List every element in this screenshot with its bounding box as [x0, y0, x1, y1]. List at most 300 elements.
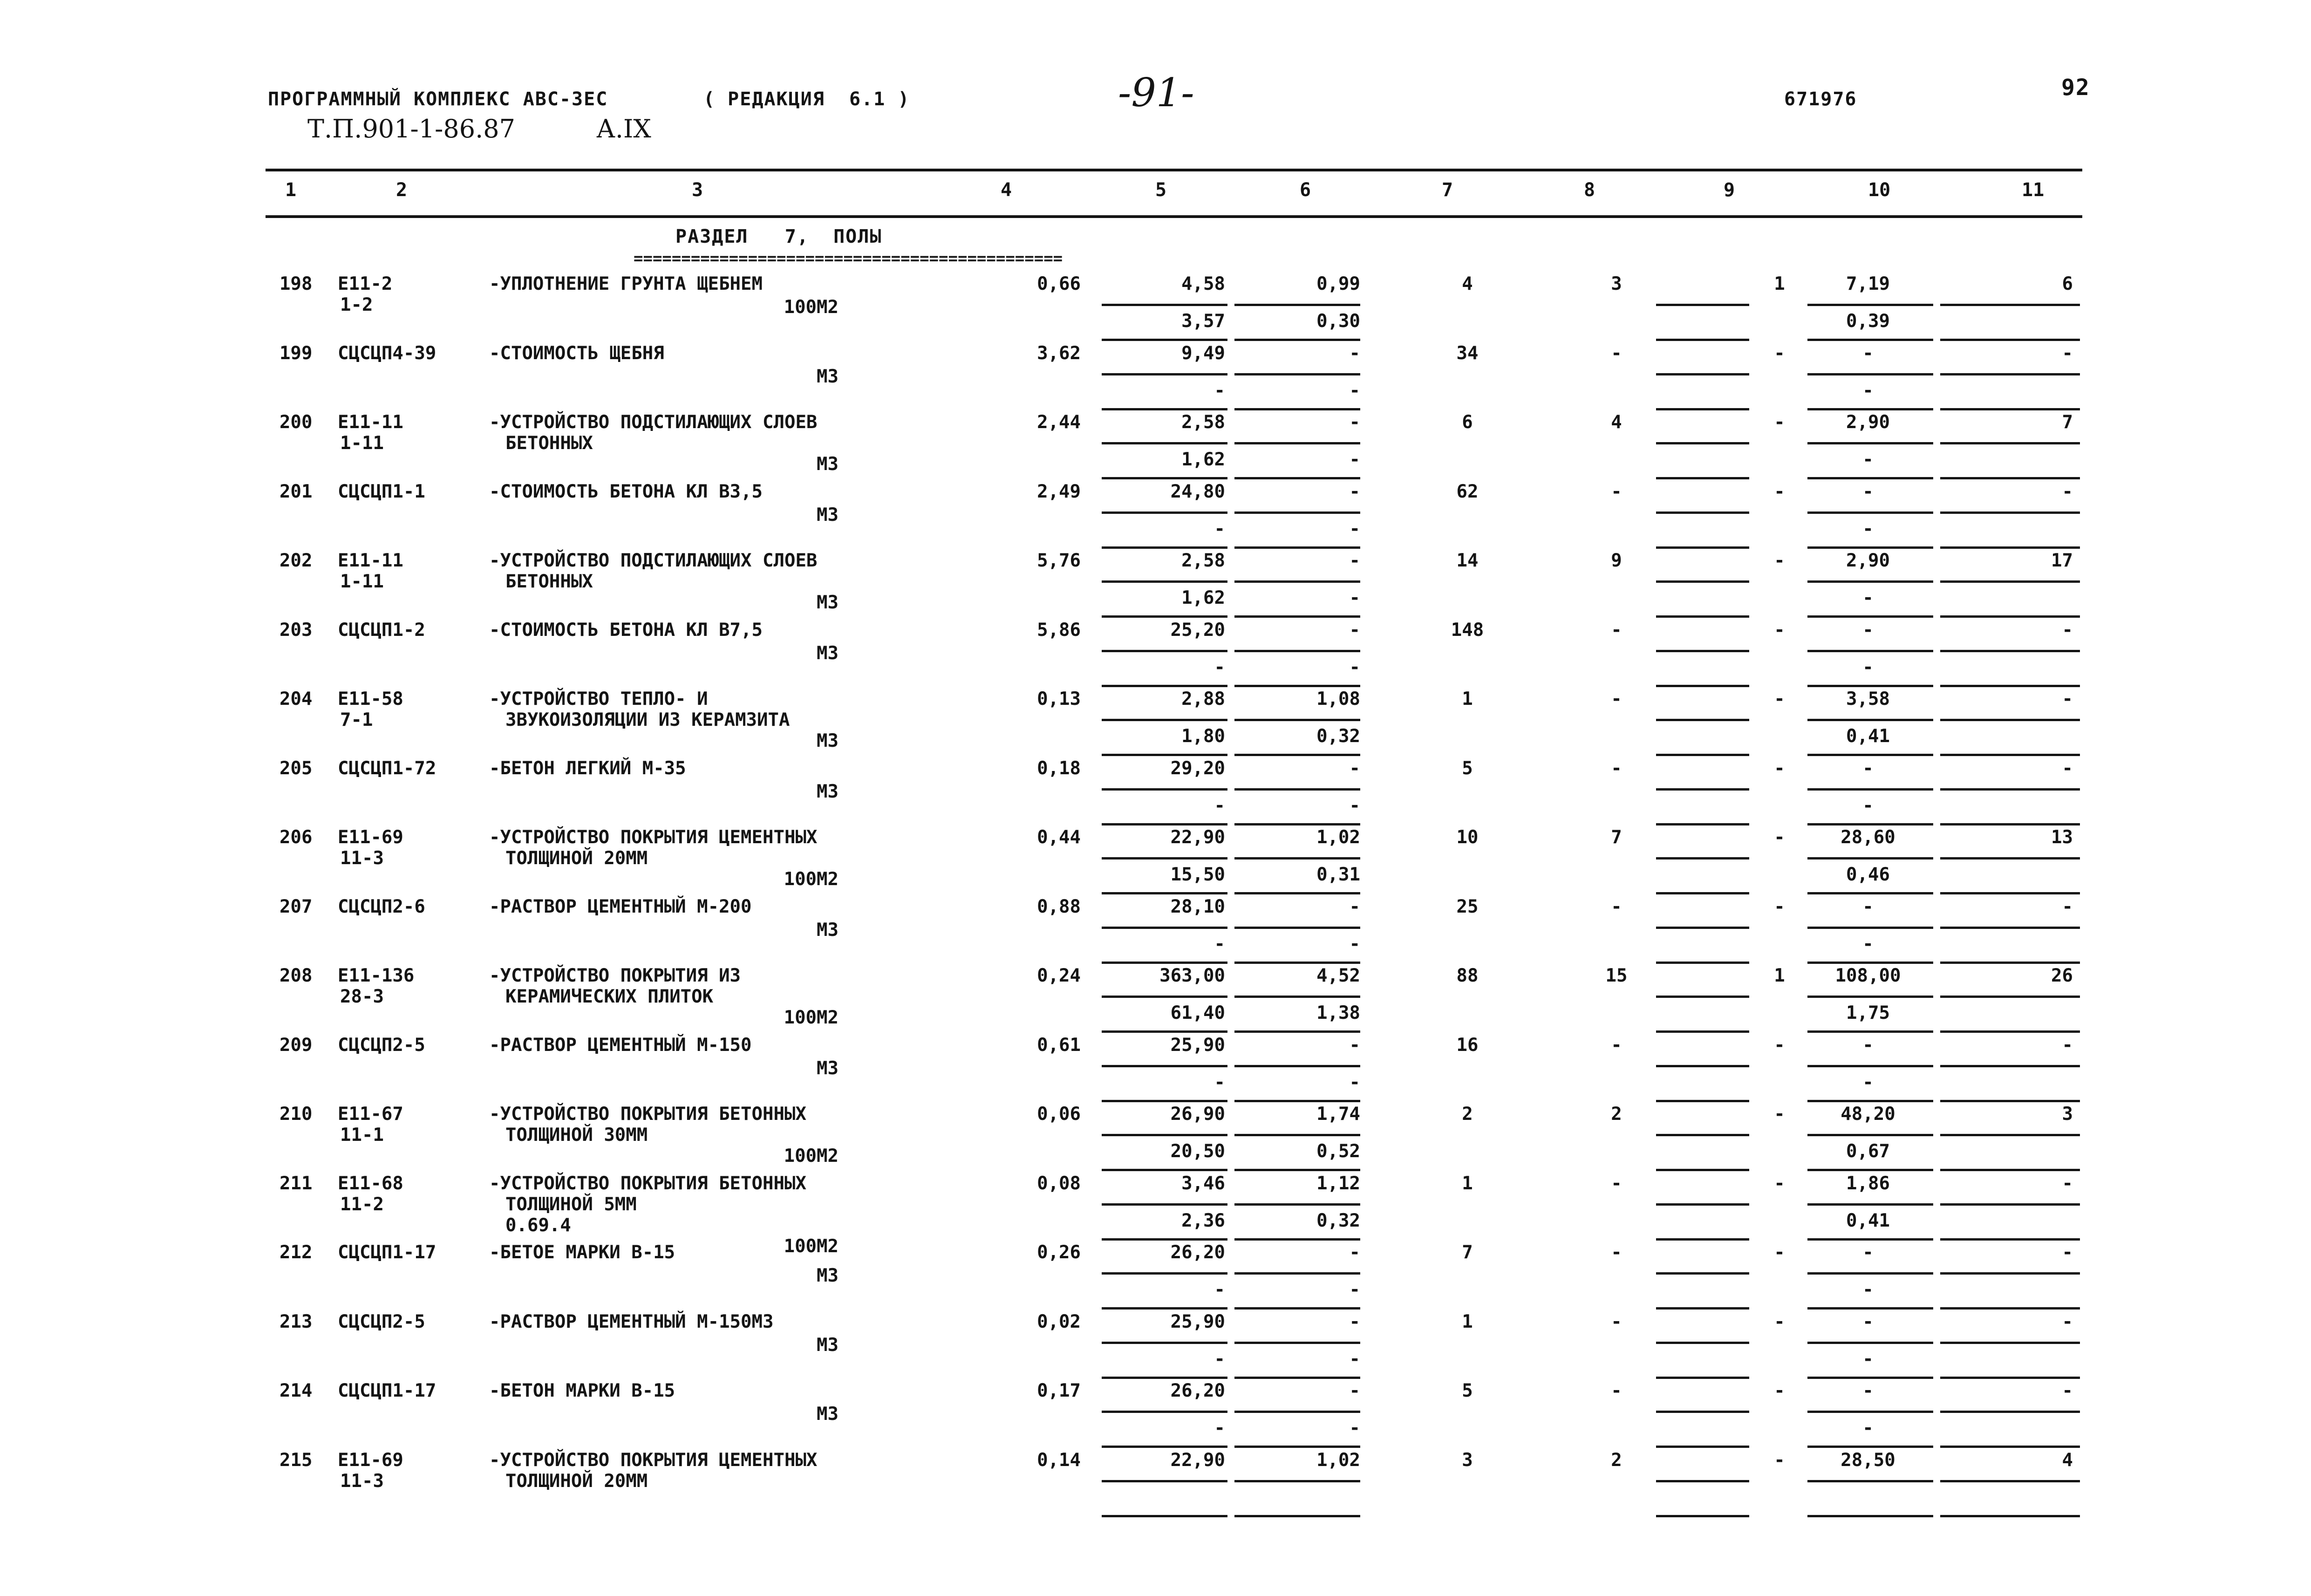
labor-value: 28,60	[1841, 827, 1895, 848]
unit-cost-value: 24,80	[1170, 481, 1225, 502]
norm-code: Е11-69	[338, 827, 403, 848]
machine-wage-value: 0,32	[1316, 726, 1360, 747]
cell-underline	[1656, 1515, 1749, 1517]
labor-total-value: -	[2062, 343, 2073, 364]
total-wage-value: -	[1611, 1173, 1622, 1194]
labor-secondary-value: 0,41	[1846, 1210, 1890, 1231]
cell-underline	[1940, 650, 2080, 652]
work-description: -РАСТВОР ЦЕМЕНТНЫЙ М-150	[489, 1035, 752, 1056]
labor-total-value: -	[2062, 758, 2073, 779]
labor-total-value: -	[2062, 1311, 2073, 1332]
unit-label: 100М2	[784, 297, 839, 318]
cell-underline	[1102, 1342, 1227, 1344]
cell-underline	[1234, 1411, 1360, 1413]
cell-underline	[1940, 373, 2080, 375]
labor-secondary-value: -	[1862, 449, 1874, 470]
cell-underline	[1102, 857, 1227, 859]
cell-underline	[1940, 823, 2080, 825]
quantity-value: 0,26	[1037, 1242, 1081, 1263]
cell-underline	[1656, 1203, 1749, 1206]
cell-underline	[1102, 546, 1227, 549]
cell-underline	[1656, 1342, 1749, 1344]
labor-secondary-value: -	[1862, 657, 1874, 678]
work-description-line2: КЕРАМИЧЕСКИХ ПЛИТОК	[505, 986, 714, 1007]
machine-cost-value: 1,02	[1316, 1450, 1360, 1471]
row-number: 203	[280, 620, 313, 641]
unit-label: М3	[817, 592, 839, 613]
quantity-value: 2,49	[1037, 481, 1081, 502]
work-description-line2: ТОЛЩИНОЙ 20ММ	[505, 1471, 648, 1492]
labor-secondary-value: 0,39	[1846, 311, 1890, 332]
labor-value: 1,86	[1846, 1173, 1890, 1194]
total-wage-value: -	[1611, 896, 1622, 917]
cell-underline	[1102, 512, 1227, 514]
cell-underline	[1807, 1272, 1933, 1275]
unit-wage-value: 1,80	[1181, 726, 1225, 747]
work-description: -БЕТОН ЛЕГКИЙ М-35	[489, 758, 686, 779]
machine-cost-value: -	[1349, 758, 1360, 779]
column-header-5: 5	[1155, 179, 1167, 201]
quantity-value: 0,13	[1037, 689, 1081, 709]
total-machine-value: -	[1774, 1380, 1785, 1401]
machine-cost-value: -	[1349, 412, 1360, 433]
cell-underline	[1807, 927, 1933, 929]
column-header-4: 4	[1001, 179, 1012, 201]
work-description: -УСТРОЙСТВО ПОКРЫТИЯ БЕТОННЫХ	[489, 1104, 806, 1125]
cell-underline	[1656, 927, 1749, 929]
machine-cost-value: 0,99	[1316, 273, 1360, 294]
cell-underline	[1940, 1272, 2080, 1275]
work-description: -БЕТОН МАРКИ В-15	[489, 1380, 675, 1401]
cell-underline	[1656, 857, 1749, 859]
total-wage-value: -	[1611, 1380, 1622, 1401]
total-cost-value: 10	[1456, 827, 1479, 848]
cell-underline	[1102, 1411, 1227, 1413]
unit-label: 100М2	[784, 1146, 839, 1166]
cell-underline	[1234, 512, 1360, 514]
cell-underline	[1234, 477, 1360, 479]
labor-value: -	[1862, 896, 1874, 917]
cell-underline	[1807, 546, 1933, 549]
unit-label: М3	[817, 454, 839, 475]
machine-cost-value: 1,08	[1316, 689, 1360, 709]
cell-underline	[1102, 996, 1227, 998]
cell-underline	[1940, 546, 2080, 549]
machine-wage-value: -	[1349, 518, 1360, 539]
total-wage-value: 9	[1611, 550, 1622, 571]
total-cost-value: 1	[1462, 1311, 1473, 1332]
norm-code: Е11-2	[338, 273, 393, 294]
total-machine-value: -	[1774, 1173, 1785, 1194]
total-wage-value: 2	[1611, 1450, 1622, 1471]
work-description-line2: БЕТОННЫХ	[505, 571, 593, 592]
cell-underline	[1102, 442, 1227, 444]
work-description: -УСТРОЙСТВО ПОДСТИЛАЮЩИХ СЛОЕВ	[489, 412, 818, 433]
labor-value: 2,90	[1846, 412, 1890, 433]
norm-subcode: 28-3	[340, 986, 384, 1007]
cell-underline	[1102, 1238, 1227, 1241]
unit-cost-value: 363,00	[1159, 965, 1225, 986]
norm-code: СЦСЦП1-17	[338, 1242, 436, 1263]
cell-underline	[1656, 1134, 1749, 1136]
cell-underline	[1234, 1342, 1360, 1344]
machine-wage-value: 0,52	[1316, 1141, 1360, 1162]
cell-underline	[1807, 857, 1933, 859]
cell-underline	[1102, 580, 1227, 583]
row-number: 211	[280, 1173, 313, 1194]
work-description: -СТОИМОСТЬ БЕТОНА КЛ В7,5	[489, 620, 763, 641]
cell-underline	[1807, 823, 1933, 825]
work-description-line2: БЕТОННЫХ	[505, 433, 593, 454]
labor-value: 2,90	[1846, 550, 1890, 571]
cell-underline	[1234, 1169, 1360, 1171]
labor-total-value: -	[2062, 1242, 2073, 1263]
unit-wage-value: -	[1214, 1418, 1225, 1439]
labor-total-value: -	[2062, 620, 2073, 641]
cell-underline	[1234, 962, 1360, 964]
quantity-value: 0,88	[1037, 896, 1081, 917]
edition-label: ( РЕДАКЦИЯ 6.1 )	[703, 89, 910, 110]
machine-wage-value: -	[1349, 380, 1360, 401]
unit-label: М3	[817, 1404, 839, 1425]
quantity-value: 2,44	[1037, 412, 1081, 433]
cell-underline	[1102, 1100, 1227, 1102]
norm-code: СЦСЦП1-17	[338, 1380, 436, 1401]
labor-total-value: 26	[2051, 965, 2073, 986]
cell-underline	[1234, 1030, 1360, 1033]
cell-underline	[1807, 408, 1933, 410]
cell-underline	[1656, 1411, 1749, 1413]
machine-cost-value: -	[1349, 343, 1360, 364]
cell-underline	[1807, 1100, 1933, 1102]
cell-underline	[1807, 373, 1933, 375]
quantity-value: 0,44	[1037, 827, 1081, 848]
cell-underline	[1940, 512, 2080, 514]
cell-underline	[1656, 615, 1749, 618]
labor-value: -	[1862, 1242, 1874, 1263]
cell-underline	[1102, 615, 1227, 618]
machine-cost-value: -	[1349, 1380, 1360, 1401]
cell-underline	[1807, 996, 1933, 998]
machine-cost-value: -	[1349, 550, 1360, 571]
cell-underline	[1940, 580, 2080, 583]
column-header-11: 11	[2022, 179, 2045, 201]
cell-underline	[1102, 823, 1227, 825]
unit-label: М3	[817, 366, 839, 387]
cell-underline	[1102, 477, 1227, 479]
machine-wage-value: -	[1349, 934, 1360, 955]
norm-subcode: 1-2	[340, 294, 373, 315]
cell-underline	[1940, 1377, 2080, 1379]
machine-wage-value: 1,38	[1316, 1003, 1360, 1023]
cell-underline	[1234, 996, 1360, 998]
cell-underline	[1234, 304, 1360, 306]
cell-underline	[1102, 754, 1227, 756]
doc-number: 671976	[1784, 89, 1857, 110]
total-machine-value: -	[1774, 1311, 1785, 1332]
cell-underline	[1940, 719, 2080, 721]
cell-underline	[1807, 962, 1933, 964]
labor-value: -	[1862, 758, 1874, 779]
norm-code: Е11-11	[338, 412, 403, 433]
cell-underline	[1234, 857, 1360, 859]
cell-underline	[1807, 685, 1933, 687]
cell-underline	[1807, 512, 1933, 514]
cell-underline	[1234, 615, 1360, 618]
cell-underline	[1656, 1307, 1749, 1310]
cell-underline	[1102, 1134, 1227, 1136]
quantity-value: 5,86	[1037, 620, 1081, 641]
labor-secondary-value: -	[1862, 934, 1874, 955]
machine-cost-value: 1,02	[1316, 827, 1360, 848]
labor-total-value: -	[2062, 1173, 2073, 1194]
row-number: 208	[280, 965, 313, 986]
quantity-value: 0,61	[1037, 1035, 1081, 1056]
project-code: Т.П.901-1-86.87	[307, 114, 515, 143]
cell-underline	[1102, 892, 1227, 894]
cell-underline	[1807, 1134, 1933, 1136]
cell-underline	[1940, 857, 2080, 859]
quantity-value: 0,24	[1037, 965, 1081, 986]
machine-wage-value: -	[1349, 1279, 1360, 1300]
total-cost-value: 2	[1462, 1104, 1473, 1125]
machine-wage-value: -	[1349, 1349, 1360, 1370]
labor-secondary-value: 0,67	[1846, 1141, 1890, 1162]
cell-underline	[1234, 1100, 1360, 1102]
cell-underline	[1940, 754, 2080, 756]
labor-secondary-value: 0,41	[1846, 726, 1890, 747]
cell-underline	[1807, 1307, 1933, 1310]
unit-label: М3	[817, 1058, 839, 1079]
section-underline: =============================================	[634, 249, 1063, 268]
cell-underline	[1656, 546, 1749, 549]
cell-underline	[1656, 1446, 1749, 1448]
cell-underline	[1656, 892, 1749, 894]
total-wage-value: -	[1611, 758, 1622, 779]
total-wage-value: 7	[1611, 827, 1622, 848]
total-cost-value: 62	[1456, 481, 1479, 502]
unit-cost-value: 26,20	[1170, 1242, 1225, 1263]
work-description: -УСТРОЙСТВО ПОКРЫТИЯ БЕТОННЫХ	[489, 1173, 806, 1194]
norm-subcode: 11-2	[340, 1194, 384, 1215]
cell-underline	[1807, 1238, 1933, 1241]
total-machine-value: 1	[1774, 273, 1785, 294]
total-machine-value: 1	[1774, 965, 1785, 986]
total-cost-value: 1	[1462, 689, 1473, 709]
cell-underline	[1807, 477, 1933, 479]
total-wage-value: 3	[1611, 273, 1622, 294]
row-number: 206	[280, 827, 313, 848]
cell-underline	[1940, 477, 2080, 479]
labor-total-value: -	[2062, 1380, 2073, 1401]
machine-wage-value: -	[1349, 657, 1360, 678]
quantity-value: 0,02	[1037, 1311, 1081, 1332]
cell-underline	[1102, 1377, 1227, 1379]
norm-code: Е11-11	[338, 550, 403, 571]
norm-code: Е11-136	[338, 965, 415, 986]
total-machine-value: -	[1774, 827, 1785, 848]
cell-underline	[1940, 1307, 2080, 1310]
work-description: -УСТРОЙСТВО ПОКРЫТИЯ ЦЕМЕНТНЫХ	[489, 827, 818, 848]
total-cost-value: 25	[1456, 896, 1479, 917]
machine-wage-value: 0,31	[1316, 864, 1360, 885]
cell-underline	[1807, 1342, 1933, 1344]
machine-wage-value: 0,32	[1316, 1210, 1360, 1231]
cell-underline	[1234, 1272, 1360, 1275]
cell-underline	[1656, 788, 1749, 791]
work-description: -СТОИМОСТЬ БЕТОНА КЛ В3,5	[489, 481, 763, 502]
cell-underline	[1102, 1065, 1227, 1067]
cell-underline	[1656, 339, 1749, 341]
work-description: -УСТРОЙСТВО ПОДСТИЛАЮЩИХ СЛОЕВ	[489, 550, 818, 571]
labor-total-value: 7	[2062, 412, 2073, 433]
cell-underline	[1234, 754, 1360, 756]
cell-underline	[1234, 546, 1360, 549]
labor-total-value: 13	[2051, 827, 2073, 848]
norm-code: Е11-69	[338, 1450, 403, 1471]
unit-cost-value: 2,88	[1181, 689, 1225, 709]
norm-code: СЦСЦП1-72	[338, 758, 436, 779]
norm-subcode: 7-1	[340, 709, 373, 730]
cell-underline	[1940, 1411, 2080, 1413]
cell-underline	[1940, 1065, 2080, 1067]
unit-label: М3	[817, 1335, 839, 1356]
unit-cost-value: 2,58	[1181, 412, 1225, 433]
total-cost-value: 7	[1462, 1242, 1473, 1263]
norm-code: СЦСЦП1-1	[338, 481, 425, 502]
unit-wage-value: 1,62	[1181, 449, 1225, 470]
quantity-value: 0,18	[1037, 758, 1081, 779]
column-header-8: 8	[1584, 179, 1595, 201]
labor-value: -	[1862, 481, 1874, 502]
cell-underline	[1656, 754, 1749, 756]
labor-value: -	[1862, 1035, 1874, 1056]
cell-underline	[1234, 373, 1360, 375]
work-description: -УСТРОЙСТВО ПОКРЫТИЯ ЦЕМЕНТНЫХ	[489, 1450, 818, 1471]
labor-secondary-value: -	[1862, 1349, 1874, 1370]
row-number: 204	[280, 689, 313, 709]
cell-underline	[1940, 1030, 2080, 1033]
labor-value: 28,50	[1841, 1450, 1895, 1471]
unit-wage-value: -	[1214, 795, 1225, 816]
column-header-6: 6	[1300, 179, 1311, 201]
cell-underline	[1234, 580, 1360, 583]
cell-underline	[1656, 1065, 1749, 1067]
unit-cost-value: 22,90	[1170, 827, 1225, 848]
total-wage-value: 2	[1611, 1104, 1622, 1125]
labor-total-value: -	[2062, 481, 2073, 502]
cell-underline	[1102, 788, 1227, 791]
cell-underline	[1234, 408, 1360, 410]
cell-underline	[1807, 442, 1933, 444]
cell-underline	[1656, 996, 1749, 998]
cell-underline	[1234, 927, 1360, 929]
unit-cost-value: 25,90	[1170, 1311, 1225, 1332]
cell-underline	[1940, 1446, 2080, 1448]
cell-underline	[1940, 1515, 2080, 1517]
cell-underline	[1940, 685, 2080, 687]
machine-wage-value: -	[1349, 1072, 1360, 1093]
cell-underline	[1656, 1238, 1749, 1241]
unit-wage-value: 1,62	[1181, 587, 1225, 608]
cell-underline	[1940, 1100, 2080, 1102]
norm-subcode: 1-11	[340, 571, 384, 592]
cell-underline	[1807, 788, 1933, 791]
unit-wage-value: -	[1214, 657, 1225, 678]
cell-underline	[1940, 927, 2080, 929]
unit-wage-value: 15,50	[1170, 864, 1225, 885]
cell-underline	[1940, 996, 2080, 998]
norm-code: СЦСЦП2-6	[338, 896, 425, 917]
cell-underline	[1807, 650, 1933, 652]
quantity-value: 3,62	[1037, 343, 1081, 364]
total-machine-value: -	[1774, 758, 1785, 779]
cell-underline	[1234, 1134, 1360, 1136]
cell-underline	[1102, 339, 1227, 341]
labor-value: 108,00	[1835, 965, 1901, 986]
unit-wage-value: 2,36	[1181, 1210, 1225, 1231]
work-description: -УСТРОЙСТВО ПОКРЫТИЯ ИЗ	[489, 965, 741, 986]
row-number: 212	[280, 1242, 313, 1263]
cell-underline	[1940, 1134, 2080, 1136]
cell-underline	[1807, 1065, 1933, 1067]
total-cost-value: 5	[1462, 1380, 1473, 1401]
row-number: 205	[280, 758, 313, 779]
labor-secondary-value: -	[1862, 795, 1874, 816]
cell-underline	[1656, 962, 1749, 964]
cell-underline	[1234, 1238, 1360, 1241]
cell-underline	[1807, 580, 1933, 583]
labor-secondary-value: -	[1862, 380, 1874, 401]
machine-wage-value: -	[1349, 795, 1360, 816]
cell-underline	[1807, 1030, 1933, 1033]
cell-underline	[1102, 304, 1227, 306]
cell-underline	[1234, 788, 1360, 791]
unit-wage-value: -	[1214, 380, 1225, 401]
cell-underline	[1102, 685, 1227, 687]
album-code: А.IX	[596, 114, 651, 143]
work-description: -СТОИМОСТЬ ЩЕБНЯ	[489, 343, 664, 364]
unit-cost-value: 26,90	[1170, 1104, 1225, 1125]
machine-wage-value: 0,30	[1316, 311, 1360, 332]
cell-underline	[1940, 304, 2080, 306]
cell-underline	[1102, 1307, 1227, 1310]
norm-code: СЦСЦП2-5	[338, 1035, 425, 1056]
total-wage-value: -	[1611, 1311, 1622, 1332]
cell-underline	[1102, 1480, 1227, 1482]
norm-code: СЦСЦП1-2	[338, 620, 425, 641]
total-wage-value: 4	[1611, 412, 1622, 433]
unit-cost-value: 2,58	[1181, 550, 1225, 571]
column-header-10: 10	[1868, 179, 1891, 201]
cell-underline	[1940, 1480, 2080, 1482]
cell-underline	[1102, 650, 1227, 652]
labor-value: -	[1862, 1311, 1874, 1332]
cell-underline	[1656, 408, 1749, 410]
labor-total-value: -	[2062, 896, 2073, 917]
norm-subcode: 11-3	[340, 1471, 384, 1492]
cell-underline	[1940, 1203, 2080, 1206]
cell-underline	[1102, 1515, 1227, 1517]
row-number: 202	[280, 550, 313, 571]
labor-secondary-value: -	[1862, 518, 1874, 539]
cell-underline	[1656, 685, 1749, 687]
total-cost-value: 5	[1462, 758, 1473, 779]
labor-secondary-value: -	[1862, 587, 1874, 608]
unit-wage-value: -	[1214, 518, 1225, 539]
total-machine-value: -	[1774, 1104, 1785, 1125]
total-cost-value: 14	[1456, 550, 1479, 571]
